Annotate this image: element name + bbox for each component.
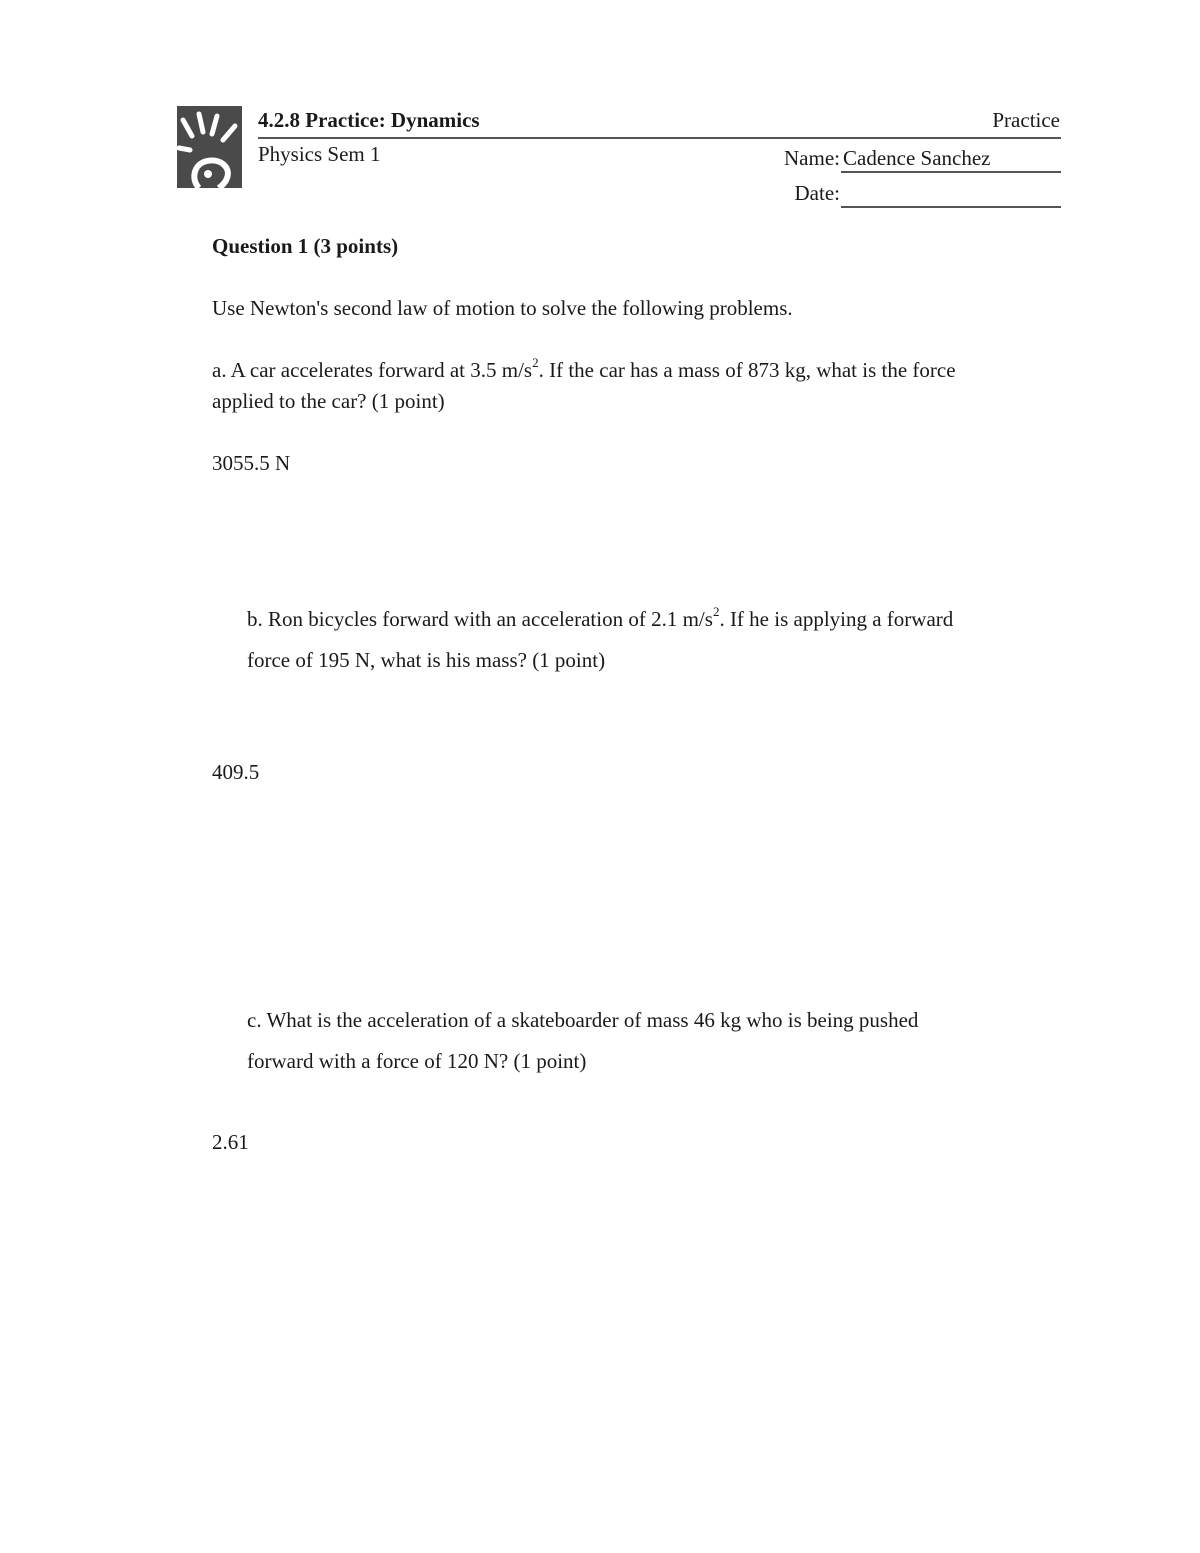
answer-part-c: 2.61 (212, 1130, 249, 1154)
name-underline (841, 171, 1061, 173)
lightbulb-logo-icon (177, 106, 242, 188)
question-part-c-line1: c. What is the acceleration of a skateboarder of mass 46 kg who is being pushed (247, 1008, 919, 1032)
course-name: Physics Sem 1 (258, 142, 381, 166)
document-type-label: Practice (992, 108, 1060, 132)
name-field[interactable]: Cadence Sanchez (843, 146, 991, 170)
question-part-a-line2: applied to the car? (1 point) (212, 389, 445, 413)
name-label: Name: (784, 146, 840, 170)
document-title: 4.2.8 Practice: Dynamics (258, 108, 480, 132)
question-part-b-line2: force of 195 N, what is his mass? (1 point) (247, 648, 606, 672)
question-part-b-line1: b. Ron bicycles forward with an acceleration of 2.1 $m/s^2$. If he is applying a forward (247, 604, 954, 631)
date-field[interactable] (841, 206, 1061, 208)
date-label: Date: (794, 181, 840, 205)
question-part-c-line2: forward with a force of 120 N? (1 point) (247, 1049, 587, 1073)
question-heading: Question 1 (3 points) (212, 234, 399, 258)
question-instructions: Use Newton's second law of motion to solve the following problems. (212, 296, 793, 320)
header-divider (258, 137, 1061, 139)
answer-part-a: 3055.5 N (212, 451, 291, 475)
question-part-a-line1: a. A car accelerates forward at 3.5 $m/s^2$. If the car has a mass of 873 kg, what is the force (212, 355, 956, 382)
answer-part-b: 409.5 (212, 760, 260, 784)
